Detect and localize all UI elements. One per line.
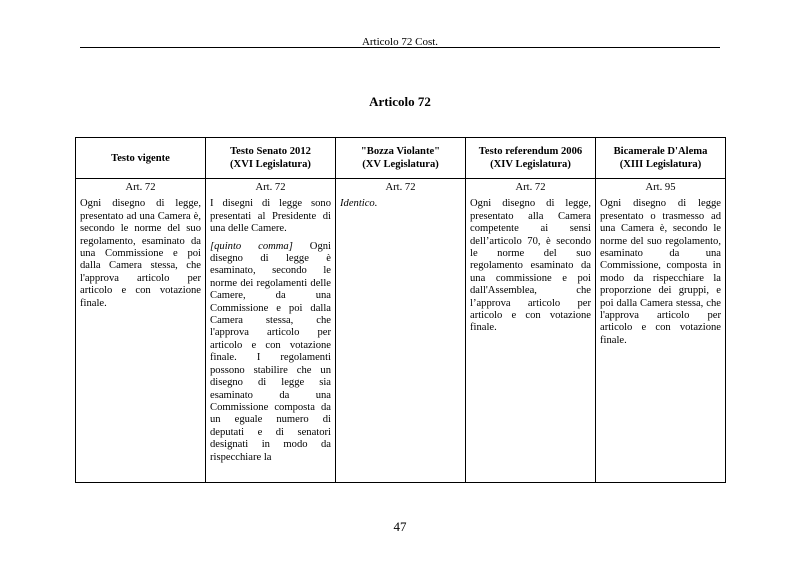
article-number: Art. 72 — [255, 182, 286, 193]
header-rule — [80, 47, 720, 48]
page-number: 47 — [393, 519, 407, 534]
article-text: Ogni disegno di legge presentato o trasmesso ad una Camera è, secondo le norme del suo regolamento, esaminato da una Commissione, composta in modo da rispecchiare la proporzione dei gruppi, e poi dalla Camera stessa, che l'approva articolo per articolo e con votazione finale. — [600, 198, 721, 346]
table-row — [76, 179, 726, 483]
article-text: Ogni disegno di legge, presentato alla Camera competente ai sensi dell’articolo 70, è secondo le norme del suo regolamento esaminato da una commissione e poi dall'Assemblea, che l’approva articolo per articolo e con votazione finale. — [470, 198, 591, 334]
article-text: I disegni di legge sono presentati al Presidente di una delle Camere. — [210, 198, 331, 235]
running-header: Articolo 72 Cost. — [361, 36, 439, 48]
column-header-line2: (XIV Legislatura) — [490, 159, 571, 170]
article-number: Art. 72 — [515, 182, 546, 193]
cell-bicamerale-dalema — [596, 179, 726, 483]
cell-testo-referendum-2006 — [466, 179, 596, 483]
column-header-line1: Bicamerale D'Alema — [613, 146, 708, 157]
article-text: Ogni disegno di legge, presentato ad una Camera è, secondo le norme del suo regolamento, esaminato da una Commissione e poi dalla Camera stessa, che l'approva articolo per articolo e con votazione finale. — [80, 198, 201, 309]
cell-testo-senato-2012 — [206, 179, 336, 483]
column-header-line1: "Bozza Violante" — [360, 146, 441, 157]
column-header-line1: Testo vigente — [111, 152, 170, 164]
article-number: Art. 95 — [645, 182, 676, 193]
cell-bozza-violante — [336, 179, 466, 483]
column-header-line1: Testo referendum 2006 — [478, 146, 583, 157]
comma-marker: [quinto comma] — [210, 240, 293, 252]
column-header-testo-vigente — [76, 138, 206, 179]
article-number: Art. 72 — [385, 182, 416, 193]
column-header-testo-referendum-2006 — [466, 138, 596, 179]
article-text-part: Ogni disegno di legge è esaminato, secondo le norme dei regolamenti delle Camere, da una Commissione e poi dalla Camera stessa, che l'approva articolo per articolo e con votazione finale. I regolamenti possono stabilire che un disegno di legge sia esaminato da una Commissione composta da un eguale numero di deputati e di senatori designati in modo da rispecchiare la — [210, 240, 331, 463]
column-header-line2: (XVI Legislatura) — [230, 159, 311, 170]
cell-testo-vigente — [76, 179, 206, 483]
column-header-line2: (XV Legislatura) — [362, 159, 439, 170]
article-number: Art. 72 — [125, 182, 156, 193]
column-header-bicamerale-dalema — [596, 138, 726, 179]
column-header-testo-senato-2012 — [206, 138, 336, 179]
article-text-continued — [210, 241, 331, 464]
table-header-row — [76, 138, 726, 179]
column-header-bozza-violante — [336, 138, 466, 179]
page-title: Articolo 72 — [369, 94, 431, 109]
comparison-table — [75, 137, 726, 483]
article-text: Identico. — [340, 198, 378, 210]
column-header-line1: Testo Senato 2012 — [230, 146, 311, 157]
column-header-line2: (XIII Legislatura) — [619, 159, 702, 170]
